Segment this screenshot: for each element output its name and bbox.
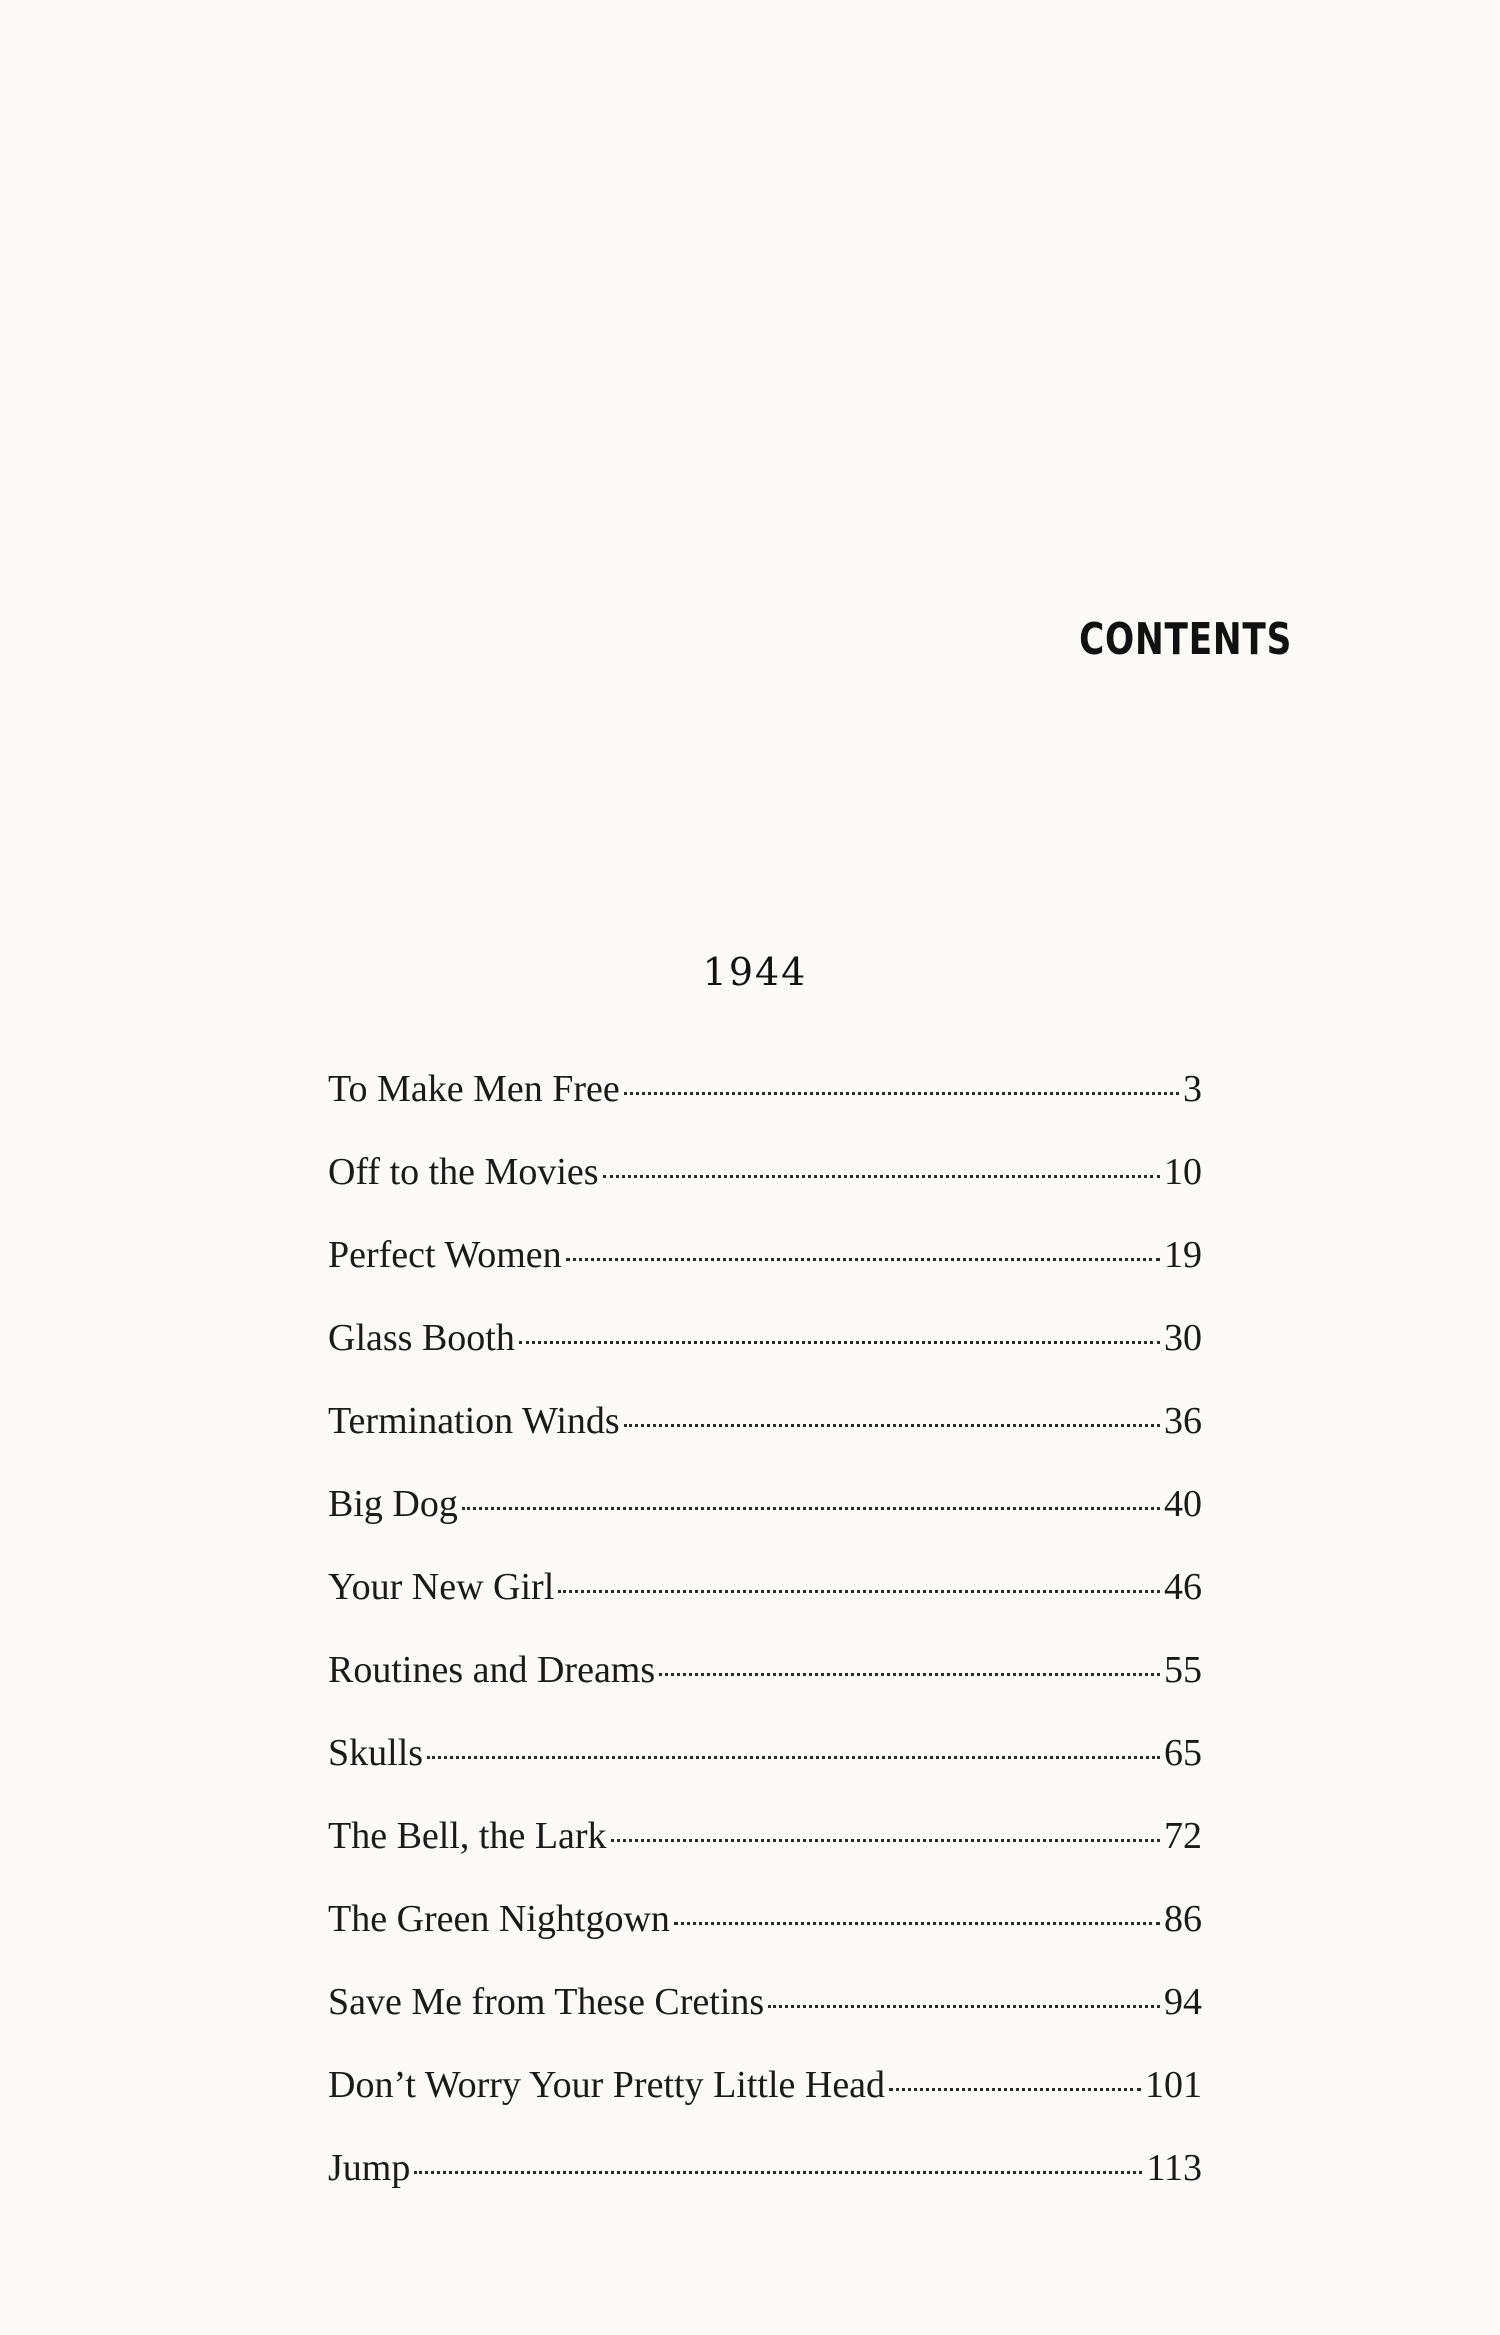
toc-entry-page-number: 86: [1164, 1898, 1202, 1940]
toc-entry-page-number: 3: [1183, 1068, 1202, 1110]
toc-entry-page-number: 46: [1164, 1566, 1202, 1608]
dot-leader: [566, 1258, 1160, 1261]
toc-entry: [328, 1799, 1202, 1882]
toc-entry-title: The Bell, the Lark: [328, 1815, 607, 1857]
toc-entry: [328, 1716, 1202, 1799]
table-of-contents: [328, 1052, 1202, 2214]
toc-entry-page-number: 101: [1145, 2064, 1202, 2106]
toc-entry-title: Don’t Worry Your Pretty Little Head: [328, 2064, 886, 2106]
section-heading: 1944: [702, 950, 808, 994]
toc-entry-title: Jump: [328, 2147, 411, 2189]
toc-entry-page-number: 40: [1164, 1483, 1202, 1525]
toc-entry-title: Termination Winds: [328, 1400, 620, 1442]
toc-entry-page-number: 36: [1164, 1400, 1202, 1442]
toc-entry-page-number: 65: [1164, 1732, 1202, 1774]
toc-entry: [328, 2048, 1202, 2131]
dot-leader: [611, 1839, 1160, 1842]
dot-leader: [427, 1756, 1160, 1759]
toc-entry-title: To Make Men Free: [328, 1068, 620, 1110]
toc-entry-page-number: 19: [1164, 1234, 1202, 1276]
toc-entry: [328, 1550, 1202, 1633]
dot-leader: [889, 2088, 1141, 2091]
toc-entry-page-number: 30: [1164, 1317, 1202, 1359]
toc-entry: [328, 1965, 1202, 2048]
toc-entry: [328, 1218, 1202, 1301]
dot-leader: [519, 1341, 1160, 1344]
contents-heading: CONTENTS: [1078, 614, 1292, 665]
toc-entry-title: The Green Nightgown: [328, 1898, 670, 1940]
toc-entry-title: Perfect Women: [328, 1234, 562, 1276]
dot-leader: [414, 2171, 1142, 2174]
dot-leader: [558, 1590, 1160, 1593]
toc-entry-page-number: 72: [1164, 1815, 1202, 1857]
dot-leader: [659, 1673, 1160, 1676]
dot-leader: [603, 1175, 1160, 1178]
toc-entry: [328, 1135, 1202, 1218]
dot-leader: [462, 1507, 1160, 1510]
toc-entry: [328, 1467, 1202, 1550]
toc-entry-page-number: 55: [1164, 1649, 1202, 1691]
toc-entry: [328, 1882, 1202, 1965]
toc-entry: [328, 1384, 1202, 1467]
dot-leader: [624, 1424, 1160, 1427]
toc-entry-title: Save Me from These Cretins: [328, 1981, 765, 2023]
toc-entry: [328, 1052, 1202, 1135]
dot-leader: [624, 1092, 1179, 1095]
toc-entry-title: Glass Booth: [328, 1317, 515, 1359]
toc-entry: [328, 2131, 1202, 2214]
toc-entry-page-number: 10: [1164, 1151, 1202, 1193]
toc-entry-page-number: 94: [1164, 1981, 1202, 2023]
toc-entry-title: Your New Girl: [328, 1566, 555, 1608]
toc-entry-page-number: 113: [1146, 2147, 1202, 2189]
toc-entry: [328, 1633, 1202, 1716]
toc-entry-title: Big Dog: [328, 1483, 458, 1525]
dot-leader: [768, 2005, 1160, 2008]
toc-entry: [328, 1301, 1202, 1384]
dot-leader: [674, 1922, 1160, 1925]
toc-entry-title: Routines and Dreams: [328, 1649, 656, 1691]
toc-entry-title: Off to the Movies: [328, 1151, 599, 1193]
toc-entry-title: Skulls: [328, 1732, 424, 1774]
